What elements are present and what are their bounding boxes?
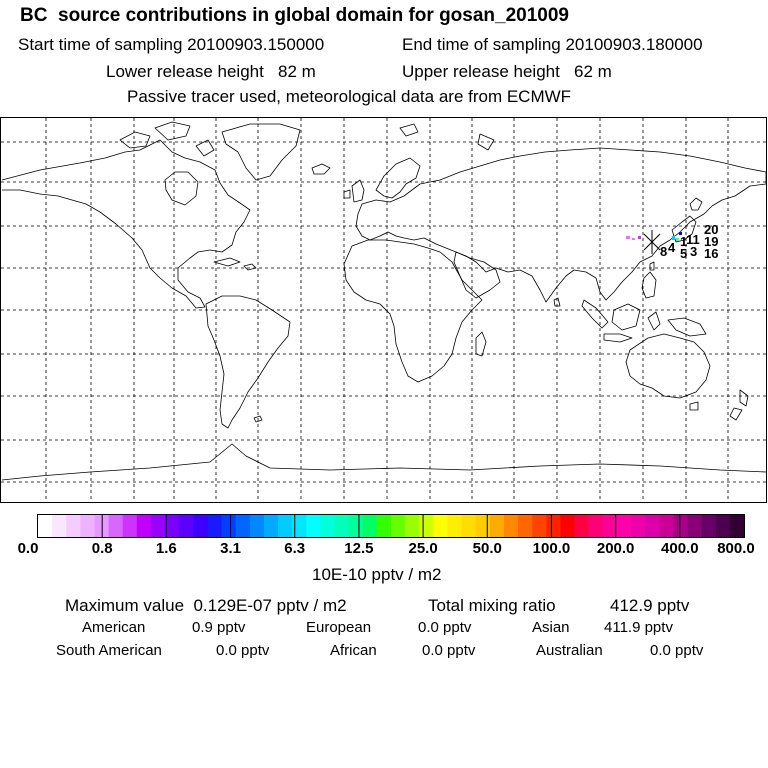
colorbar-cell [250, 515, 265, 537]
colorbar-cell [575, 515, 590, 537]
colorbar-cell [109, 515, 124, 537]
colorbar-cell [716, 515, 731, 537]
plume-cell [676, 238, 679, 241]
region-value: 0.0 pptv [216, 642, 270, 659]
start-time-label: Start time of sampling 20100903.150000 [18, 35, 325, 54]
region-name: South American [56, 642, 162, 659]
colorbar-cell [137, 515, 152, 537]
end-time-label: End time of sampling 20100903.180000 [402, 35, 703, 54]
colorbar-tick-label: 0.0 [17, 540, 39, 557]
tracer-note: Passive tracer used, meteorological data are from ECMWF [127, 87, 572, 106]
cross-marker-icon [644, 230, 660, 254]
colorbar-tick-label: 50.0 [472, 540, 502, 557]
station-label: 5 [680, 246, 688, 261]
colorbar-cell [38, 515, 53, 537]
station-label: 11 [686, 232, 700, 247]
colorbar-cell [391, 515, 406, 537]
lower-release-height: Lower release height 82 m [106, 62, 316, 81]
region-value: 0.0 pptv [650, 642, 704, 659]
colorbar-cell [278, 515, 293, 537]
colorbar-cell [349, 515, 364, 537]
colorbar-cell [335, 515, 350, 537]
station-label: 20 [704, 222, 719, 237]
colorbar-cell [673, 515, 688, 537]
coastlines [2, 122, 766, 480]
colorbar-cell [179, 515, 194, 537]
station-label: 3 [690, 244, 698, 259]
colorbar-cell [688, 515, 703, 537]
region-name: African [330, 642, 377, 659]
colorbar-cell [490, 515, 505, 537]
plot-title: BC source contributions in global domain for gosan_201009 [20, 5, 569, 26]
region-name: Australian [536, 642, 603, 659]
colorbar-cell [504, 515, 519, 537]
colorbar-tick-label: 800.0 [717, 540, 755, 557]
colorbar-cell [123, 515, 138, 537]
colorbar-cell [236, 515, 251, 537]
station-label: 19 [704, 234, 719, 249]
colorbar-cell [52, 515, 67, 537]
region-name: American [82, 619, 146, 636]
colorbar-cell [645, 515, 660, 537]
total-mixing-label: Total mixing ratio [428, 596, 556, 615]
colorbar-cell [80, 515, 95, 537]
colorbar-tick-label: 100.0 [532, 540, 571, 557]
colorbar-cell [617, 515, 632, 537]
region-value: 0.0 pptv [418, 619, 472, 636]
colorbar-tick-label: 0.8 [91, 540, 113, 557]
colorbar-cell [659, 515, 674, 537]
colorbar-cell [518, 515, 533, 537]
colorbar-cell [532, 515, 547, 537]
colorbar-cell [730, 515, 745, 537]
colorbar-cell [476, 515, 491, 537]
region-name: European [306, 619, 372, 636]
colorbar-tick-label: 1.6 [155, 540, 177, 557]
colorbar-cell [363, 515, 378, 537]
colorbar [0, 510, 768, 558]
colorbar-cell [207, 515, 222, 537]
colorbar-cell [151, 515, 166, 537]
colorbar-cell [433, 515, 448, 537]
colorbar-cell [377, 515, 392, 537]
colorbar-cell [631, 515, 646, 537]
colorbar-cell [702, 515, 717, 537]
colorbar-cell [447, 515, 462, 537]
region-value: 0.0 pptv [422, 642, 476, 659]
colorbar-cell [264, 515, 279, 537]
colorbar-cell [419, 515, 434, 537]
colorbar-cell [462, 515, 477, 537]
colorbar-cell [193, 515, 208, 537]
colorbar-tick-label: 3.1 [220, 540, 241, 557]
plume-cell [632, 238, 635, 240]
colorbar-cell [66, 515, 81, 537]
colorbar-cell [320, 515, 335, 537]
colorbar-cell [165, 515, 180, 537]
plume-cell [638, 236, 641, 239]
colorbar-tick-label: 400.0 [661, 540, 699, 557]
total-mixing-value: 412.9 pptv [610, 596, 690, 615]
colorbar-tick-label: 12.5 [344, 540, 374, 557]
colorbar-tick-label: 200.0 [596, 540, 635, 557]
colorbar-cell [560, 515, 575, 537]
station-label: 4 [668, 240, 676, 255]
map-gridlines [1, 118, 766, 502]
region-name: Asian [532, 619, 570, 636]
max-value: Maximum value 0.129E-07 pptv / m2 [65, 596, 347, 615]
plume-cell [626, 236, 630, 239]
colorbar-cell [546, 515, 561, 537]
region-value: 411.9 pptv [604, 619, 673, 636]
station-label: 1 [680, 234, 688, 249]
world-map [0, 116, 768, 504]
colorbar-cell [405, 515, 420, 537]
upper-release-height: Upper release height 62 m [402, 62, 612, 81]
colorbar-unit: 10E-10 pptv / m2 [312, 565, 442, 584]
colorbar-cell [222, 515, 237, 537]
region-value: 0.9 pptv [192, 619, 246, 636]
colorbar-cell [589, 515, 604, 537]
colorbar-cell [306, 515, 321, 537]
station-label: 8 [660, 244, 668, 259]
colorbar-tick-label: 6.3 [284, 540, 306, 557]
station-label: 16 [704, 246, 719, 261]
colorbar-tick-label: 25.0 [408, 540, 438, 557]
